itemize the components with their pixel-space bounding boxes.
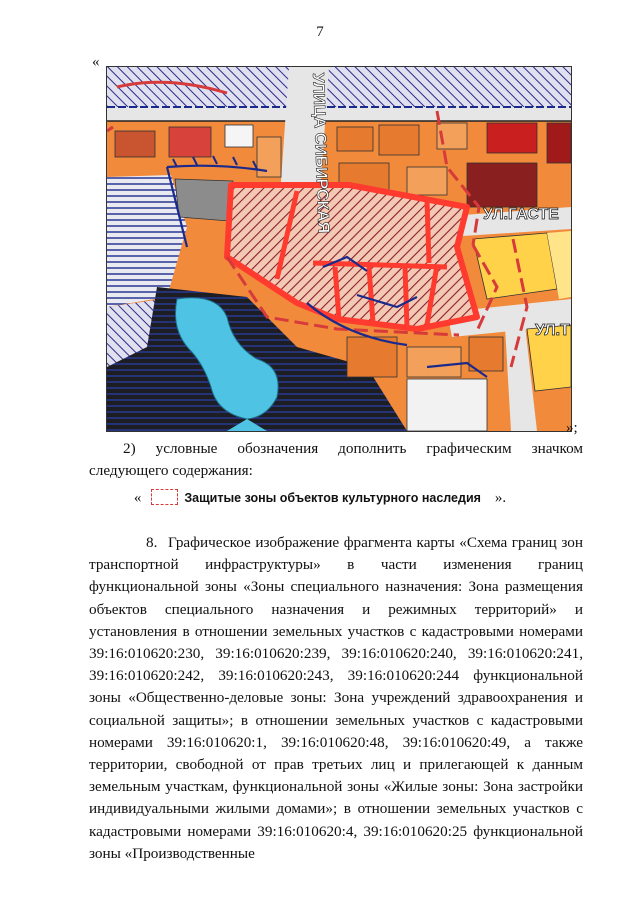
item-8-text: Графическое изображение фрагмента карты «Схема границ зон транспортной инфраструктуры» в части изменения границ функциональной зоны «Зоны специального назначения: Зона размещения объектов специального назначения и режимных территорий» и установления в отношении земельных участков с кадастровыми номерами 39:16:010620:230, 39:16:010620:239, 39:16:010620:240, 39:16:010620:241, 39:16:010620:242, 39:16:010620:243, 39:16:010620:244 функциональной зоны «Общественно-деловые зоны: Зона учреждений здравоохранения и социальной защиты»; в отношении земельных участков с кадастровыми номерами 39:16:010620:1, 39:16:010620:48, 39:16:010620:49, а также территории, свободной от прав третьих лиц и прилегающей к данным земельным участкам, функциональной зоны «Жилые зоны: Зона застройки индивидуальными жилыми домами»; в отношении земельных участков с кадастровыми номерами 39:16:010620:4, 39:16:010620:25 функциональной зоны «Производственные — [89, 534, 583, 862]
dashed-red-rectangle-icon — [151, 489, 178, 505]
street-label-t: УЛ.Т — [535, 322, 570, 339]
zoning-map-fragment — [106, 66, 572, 432]
legend-quote-close: ». — [494, 490, 507, 506]
street-label-gaste: УЛ.ГАСТЕ — [483, 206, 559, 223]
item-8-number: 8. — [146, 534, 158, 551]
item-2-paragraph: 2) условные обозначения дополнить графическим значком следующего содержания: — [89, 440, 583, 480]
legend-line — [0, 489, 640, 507]
opening-quote: « — [92, 54, 100, 70]
street-label-sibirskaya: УЛИЦА СИБИРСКАЯ — [309, 72, 332, 234]
closing-quote: »; — [566, 420, 578, 436]
item-8-paragraph — [89, 532, 583, 865]
legend-label: Защитые зоны объектов культурного наследия — [184, 491, 481, 505]
legend-quote-open: « — [133, 490, 142, 506]
page-number: 7 — [316, 24, 324, 40]
